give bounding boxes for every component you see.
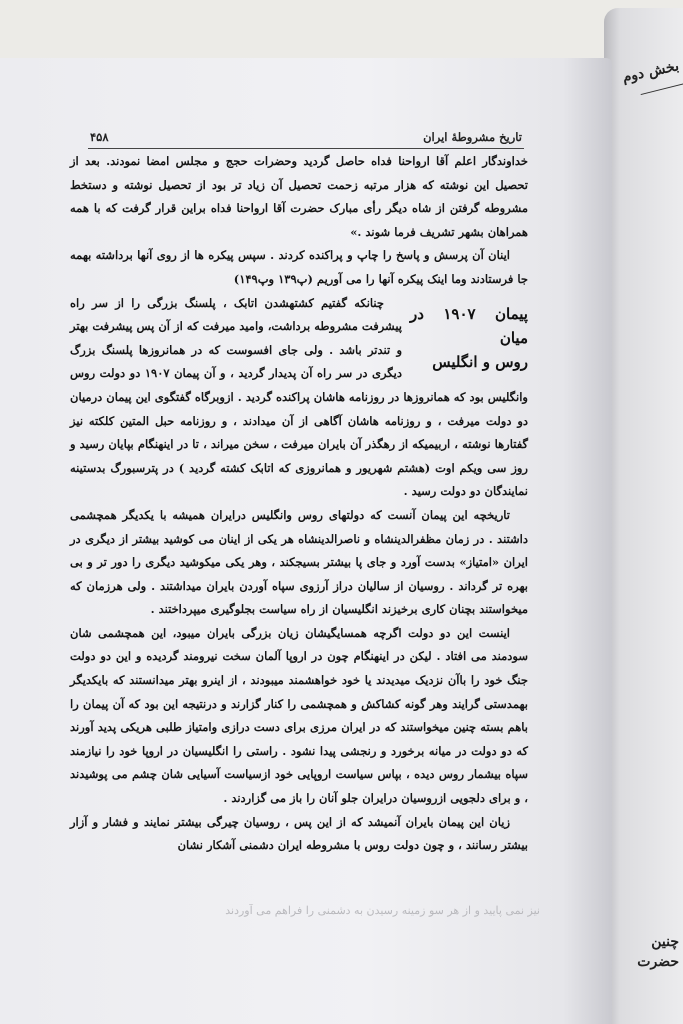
facing-page-line: حضرت <box>637 954 679 970</box>
section-title <box>410 302 528 374</box>
book-title: تاریخ مشروطهٔ ایران <box>423 130 522 144</box>
paragraph: زیان این پیمان بایران آنمیشد که از این پس ، روسیان چیرگی بیشتر نمایند و فشار و آزار بیشتر رسانند ، و چون دولت روس با مشروطه ایران دشمنی آشکار نشان <box>70 814 528 853</box>
background-top <box>0 0 683 60</box>
paragraph: تاریخچه این پیمان آنست که دولتهای روس وانگلیس درایران همیشه با یکدیگر همچشمی داشتند . در زمان مظفرالدینشاه و ناصرالدینشاه هر یکی از اینان می کوشید بیشتر از دیگری در ایران «امتیاز» بدست آورد و جای پا بیشتر بسیجکند ، وهر یکی میکوشید دیگری را دور تر و بی بهره تر گرداند . روسیان از سالیان دراز آرزوی سپاه آوردن بایران میداشتند . ولی هرزمان که میخواستند بچنان کاری برخیزند انگلیسیان از راه سیاست بجلوگیری میپرداختند . <box>70 507 528 617</box>
facing-page-rule <box>641 82 683 95</box>
running-header <box>90 130 522 146</box>
paragraph: خداوندگار اعلم آقا ارواحنا فداه حاصل گردید وحضرات حجج و مجلس امضا نمودند. بعد از تحصیل این نوشته که هزار مرتبه زحمت تحصیل آن زیاد تر بود از تحصیل نوشته و دستخط مشروطه گرفتن از شاه دیگر رأی مبارک حضرت آقا ارواحنا فداه براین قرار گرفت که با همه همراهان بشهر تشریف فرما شوند .» <box>70 154 528 239</box>
facing-page-header: بخش دوم <box>620 58 681 86</box>
section-title-line: پیمان ۱۹۰۷ در میان <box>410 304 528 347</box>
body-text <box>70 150 528 900</box>
paragraph: اینست این دو دولت اگرچه همسایگیشان زیان بزرگی بایران میبود، این همچشمی شان سودمند می افتاد . لیکن در اینهنگام چون در اروپا آلمان سخت نیرومند گردیده و این دو دولت جنگ خود را باآن نزدیک میدیدند یا خود خواهشمند میبودند ، از اینرو بهتر میدانستند که بایکدیگر بهمدستی گرایند وهر گونه کشاکش و همچشمی را کنار گزارند و درنتیجه این بود که آن پیمان را باهم بسته چنین میخواستند که در ایران مرزی برای دست درازی وامتیاز طلبی هریکی پدید آورند که دو دولت در میانه برخورد و رنجشی پیدا نشود . راستی را انگلیسیان در اروپا خود را نیازمند سپاه بیشمار روس دیده ، بپاس سیاست اروپایی خود ازسیاست آسیایی شان چشم می پوشیدند ، و برای دلجویی ازروسیان درایران جلو آنان را باز می گزاردند . <box>70 625 528 806</box>
facing-page-line: چنین <box>651 934 679 950</box>
facing-page <box>604 8 683 1024</box>
facing-page-text <box>637 932 679 972</box>
header-rule <box>88 148 524 149</box>
paragraph: اینان آن پرسش و پاسخ را چاپ و پراکنده کردند . سپس پیکره ها از روی آنها برداشته بهمه جا فرستادند وما اینک پیکره آنها را می آوریم (پ۱۳۹ وپ۱۴۹) <box>70 248 528 286</box>
paragraph: چنانکه گفتیم کشتهشدن اتابک ، پلسنگ بزرگی را از سر راه پیشرفت مشروطه برداشت، وامید میرفت که از آن پس پیشرفت بهتر و تندتر باشد . ولی جای افسوست که در همانروزها پلسنگ بزرگ دیگری در سر راه آن پدیدار گردید ، و آن پیمان ۱۹۰۷ دو دولت روس وانگلیس بود که همانروزها در روزنامه هاشان پراکنده گردید . ازوبرگاه گفتگوی این پیمان درمیان دو دولت میرفت ، و روزنامه هاشان آگاهی از آن میدادند ، و روزنامه حبل المتین کلکته نیز گفتارها نوشته ، اربیمیکه از رهگذر آن بایران میرفت ، سخن میراند ، تا در اینهنگام بپایان رسید و روز سی ویکم اوت (هشتم شهریور و همانروزی که اتابک کشته گردید ) در پترسبورگ بدستینه نمایندگان دو دولت رسید . <box>70 295 528 499</box>
section-title-line: روس و انگلیس <box>432 352 528 371</box>
page-number: ۴۵۸ <box>90 130 109 144</box>
faded-bleedthrough-line: نیز نمی پایید و از هر سو زمینه رسیدن به دشمنی را فراهم می آوردند <box>225 904 540 917</box>
